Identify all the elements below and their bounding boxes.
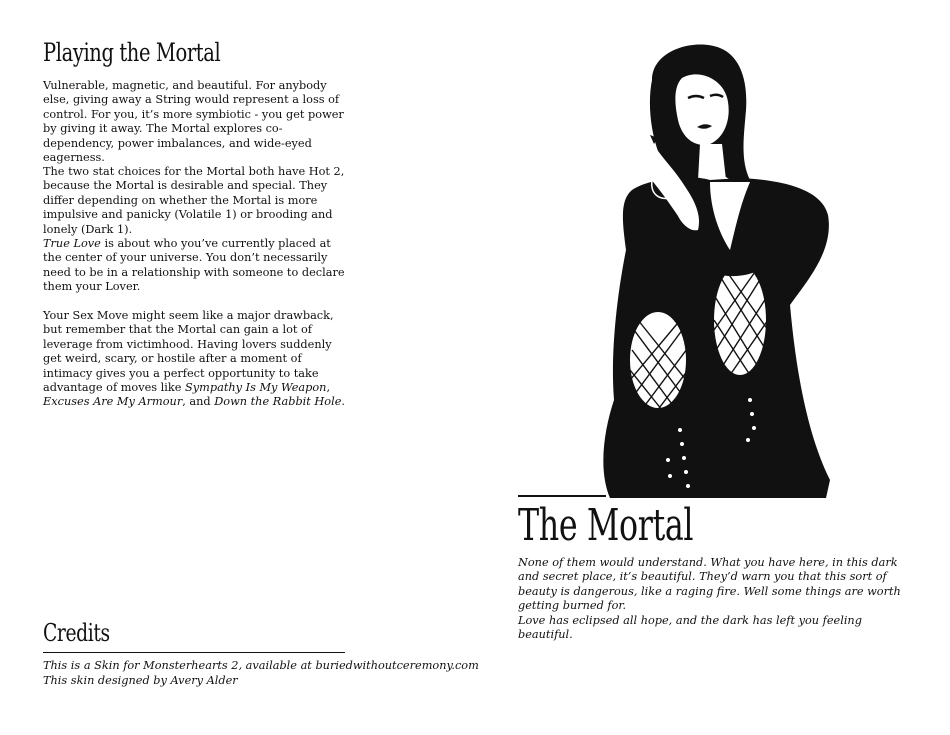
move-name: True Love	[43, 237, 101, 250]
flavor-quote: Love has eclipsed all hope, and the dark has left you feeling beautiful.	[518, 614, 862, 642]
separator: .	[341, 395, 345, 409]
flavor-quote: None of them would understand. What you have here, in this dark and secret place, it’s beautiful. They’d warn you that this sort of beauty is dangerous, like a raging fire. Well some things are worth getting burned for.	[518, 556, 901, 613]
skin-title: The Mortal	[518, 500, 694, 551]
body-text: is about who you’ve currently placed at the center of your universe. You don’t necessarily need to be in a relationship with someone to declare them your Lover.	[43, 237, 345, 294]
body-paragraph	[43, 309, 348, 410]
section-heading-credits: Credits	[43, 619, 110, 647]
move-name: Sympathy Is My Weapon	[185, 381, 327, 395]
title-divider	[518, 495, 606, 497]
section-heading-playing: Playing the Mortal	[43, 38, 221, 67]
credit-line: This skin designed by Avery Alder	[43, 674, 238, 687]
body-paragraph: The two stat choices for the Mortal both have Hot 2, because the Mortal is desirable and special. They differ depending on whether the Mortal is more impulsive and panicky (Volatile 1) or brooding and lonely (Dark 1).	[43, 165, 345, 236]
mortal-portrait-illustration	[590, 40, 840, 500]
separator: , and	[182, 395, 215, 409]
separator: ,	[326, 381, 331, 395]
body-text: Your Sex Move might seem like a major drawback, but remember that the Mortal can gain a lot of leverage from victimhood. Having lovers suddenly get weird, scary, or hostile after a moment of intimacy gives you a perfect opportunity to take advantage of moves like	[43, 309, 334, 395]
credit-line: This is a Skin for Monsterhearts 2, available at buriedwithoutceremony.com	[43, 659, 479, 672]
body-paragraph	[43, 237, 348, 295]
move-name: Down the Rabbit Hole	[214, 395, 342, 409]
move-name: Excuses Are My Armour	[43, 395, 183, 409]
divider	[43, 652, 345, 653]
body-paragraph: Vulnerable, magnetic, and beautiful. For anybody else, giving away a String would represent a loss of control. For you, it’s more symbiotic - you get power by giving it away. The Mortal explores co-dependency, power imbalances, and wide-eyed eagerness.	[43, 79, 344, 165]
